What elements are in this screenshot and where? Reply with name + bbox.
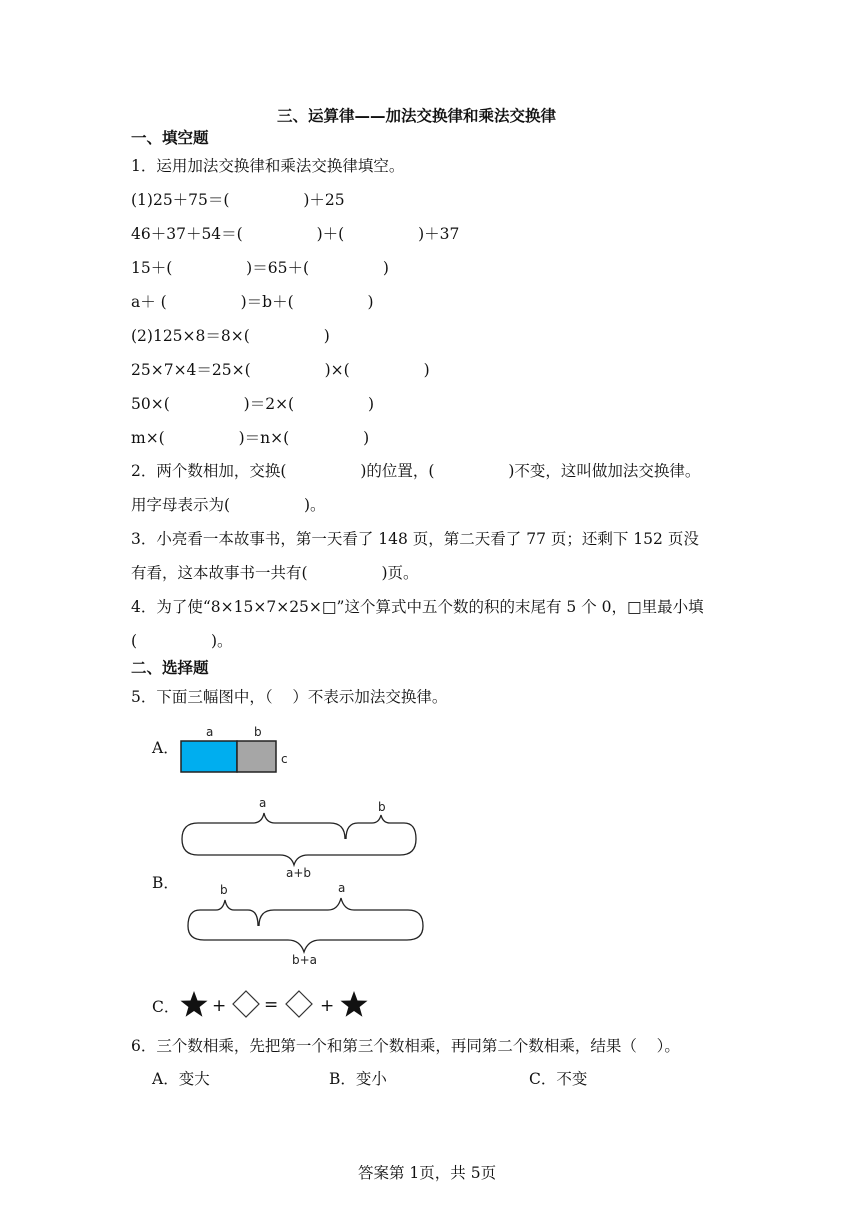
fig-a-rect-a [181, 741, 237, 772]
q3-line2: 有看，这本故事书一共有( )页。 [131, 564, 419, 582]
q3-line1: 3．小亮看一本故事书，第一天看了 148 页，第二天看了 77 页；还剩下 152 页没 [131, 530, 699, 548]
section-fill-in: 一、填空题 [131, 129, 209, 147]
fig-b2-label-a: a [338, 881, 346, 895]
q5-figure-a [178, 722, 298, 778]
q1-line: m×( )＝n×( ) [131, 429, 370, 447]
fig-b2-label-b: b [220, 883, 228, 897]
q6-option-a: A．变大 [152, 1070, 210, 1088]
q5-figure-b2 [178, 880, 428, 970]
fig-c-plus-2: + [320, 996, 335, 1016]
fig-b2-label-sum: b+a [292, 953, 318, 967]
q1-line: 46＋37＋54＝( )＋( )＋37 [131, 225, 460, 243]
fig-c-plus-1: + [212, 996, 227, 1016]
q6-stem: 6．三个数相乘，先把第一个和第三个数相乘，再同第二个数相乘，结果（ ）。 [131, 1037, 680, 1055]
fig-b1-label-b: b [378, 800, 386, 814]
fig-a-label-c: c [281, 752, 288, 766]
q4-line2: ( )。 [131, 632, 233, 650]
star-icon [341, 991, 368, 1017]
q5-figure-c [178, 988, 378, 1022]
fig-a-rect-b [237, 741, 276, 772]
q1-stem: 1．运用加法交换律和乘法交换律填空。 [131, 157, 405, 175]
fig-b1-label-sum: a+b [286, 866, 312, 880]
diamond-icon [233, 991, 259, 1017]
q1-line: (1)25＋75＝( )＋25 [131, 191, 345, 209]
star-icon [181, 991, 208, 1017]
fig-b1-label-a: a [259, 796, 267, 810]
q1-line: (2)125×8＝8×( ) [131, 327, 330, 345]
q5-figure-b1 [178, 795, 423, 880]
fig-c-equals: = [264, 995, 279, 1015]
q4-line1: 4．为了使“8×15×7×25×□”这个算式中五个数的积的末尾有 5 个 0，□里最小填 [131, 598, 704, 616]
q5-option-b-label: B． [152, 874, 179, 892]
q1-line: 50×( )＝2×( ) [131, 395, 375, 413]
q1-line: a＋ ( )＝b＋( ) [131, 293, 374, 311]
page-title: 三、运算律——加法交换律和乘法交换律 [277, 107, 557, 125]
page-footer: 答案第 1页，共 5页 [358, 1164, 497, 1182]
q1-line: 15＋( )＝65＋( ) [131, 259, 389, 277]
q5-option-a-label: A． [152, 739, 179, 757]
q5-option-c-label: C． [152, 998, 180, 1016]
q6-option-b: B．变小 [329, 1070, 387, 1088]
fig-a-label-a: a [206, 725, 214, 739]
diamond-icon [286, 991, 312, 1017]
q2-line1: 2．两个数相加，交换( )的位置，( )不变，这叫做加法交换律。 [131, 462, 701, 480]
q2-line2: 用字母表示为( )。 [131, 496, 326, 514]
q1-line: 25×7×4＝25×( )×( ) [131, 361, 430, 379]
fig-a-label-b: b [254, 725, 262, 739]
section-choice: 二、选择题 [131, 659, 209, 677]
q6-option-c: C．不变 [529, 1070, 588, 1088]
q5-stem: 5．下面三幅图中，（ ）不表示加法交换律。 [131, 688, 448, 706]
